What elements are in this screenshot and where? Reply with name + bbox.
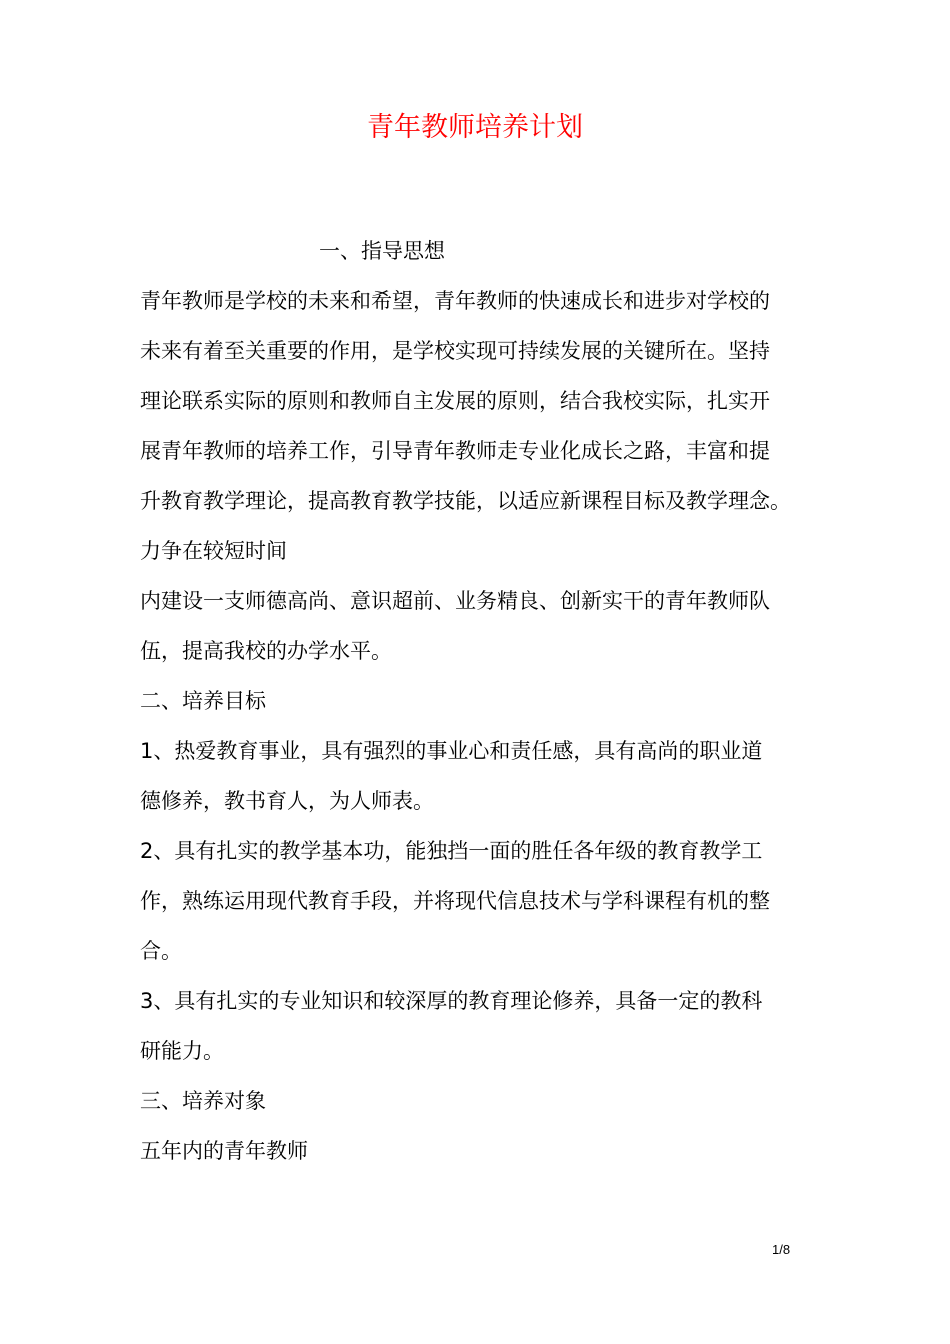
- list-item-line: 德修养，教书育人，为人师表。: [140, 789, 434, 813]
- document-title: 青年教师培养计划: [367, 112, 583, 143]
- paragraph-line: 未来有着至关重要的作用，是学校实现可持续发展的关键所在。坚持: [140, 339, 770, 363]
- section-heading-guiding-ideology: 一、指导思想: [319, 239, 445, 263]
- paragraph-line: 理论联系实际的原则和教师自主发展的原则，结合我校实际，扎实开: [140, 389, 770, 413]
- list-item-line: 2、具有扎实的教学基本功，能独挡一面的胜任各年级的教育教学工: [140, 839, 763, 863]
- paragraph-line: 内建设一支师德高尚、意识超前、业务精良、创新实干的青年教师队: [140, 589, 770, 613]
- paragraph-line: 力争在较短时间: [140, 539, 287, 563]
- paragraph-line: 升教育教学理论，提高教育教学技能，以适应新课程目标及教学理念。: [140, 489, 791, 513]
- page-number: 1/8: [772, 1242, 791, 1257]
- section-heading-training-goals: 二、培养目标: [140, 689, 266, 713]
- paragraph-line: 五年内的青年教师: [140, 1139, 308, 1163]
- list-item-line: 1、热爱教育事业，具有强烈的事业心和责任感，具有高尚的职业道: [140, 739, 763, 763]
- list-item-line: 合。: [140, 939, 182, 963]
- paragraph-line: 展青年教师的培养工作，引导青年教师走专业化成长之路，丰富和提: [140, 439, 770, 463]
- paragraph-line: 伍，提高我校的办学水平。: [140, 639, 392, 663]
- section-heading-training-targets: 三、培养对象: [140, 1089, 266, 1113]
- list-item-line: 研能力。: [140, 1039, 224, 1063]
- paragraph-line: 青年教师是学校的未来和希望，青年教师的快速成长和进步对学校的: [140, 289, 770, 313]
- list-item-line: 作，熟练运用现代教育手段，并将现代信息技术与学科课程有机的整: [140, 889, 770, 913]
- list-item-line: 3、具有扎实的专业知识和较深厚的教育理论修养，具备一定的教科: [140, 989, 763, 1013]
